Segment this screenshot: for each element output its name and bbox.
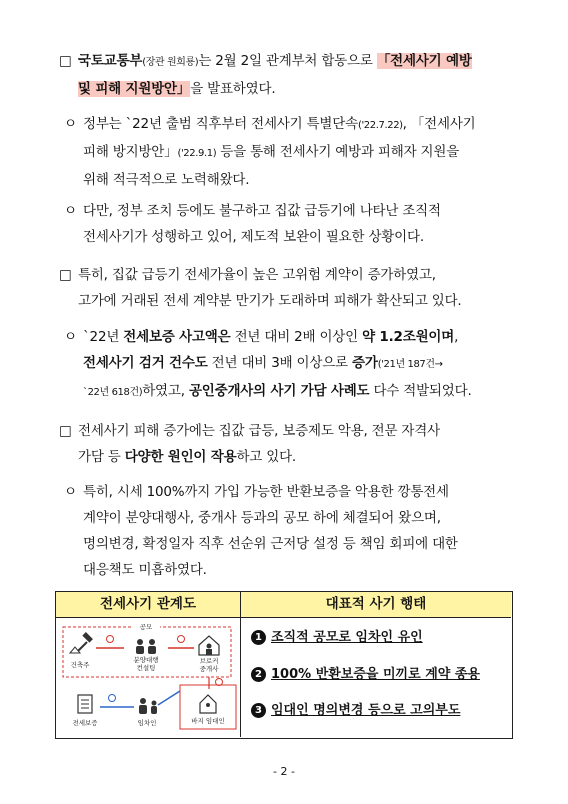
para-empty-jeonse: ㅇ 특히, 시세 100%까지 가입 가능한 반환보증을 악용한 깡통전세 계약이 분양대행사, 중개사 등과의 공모 하에 체결되어 왔으며, 명의변경, 확정일자 직후 선순위 근저당 설정 등 책임 회피에 대한 대응책도 미흡하였다.	[83, 479, 458, 583]
broker-label-2: 중개사	[199, 665, 219, 673]
fraud-figure-box	[55, 591, 513, 739]
plan-title-highlight-cont: 및 피해 지원방안」	[78, 81, 191, 97]
para-announcement: □ 국토교통부(장관 원희룡)는 2월 2일 관계부처 합동으로 「전세사기 예방 및 피해 지원방안」을 발표하였다.	[78, 48, 472, 102]
broker-label-1: 브로커	[199, 657, 219, 665]
org-name: 국토교통부	[78, 53, 143, 69]
square-bullet: □	[59, 53, 72, 69]
tenant-people-icon	[139, 698, 157, 714]
guarantee-label: 전세보증	[72, 719, 98, 727]
conspiracy-label: 공모	[139, 623, 153, 631]
house-icon	[199, 636, 219, 655]
document-icon	[78, 695, 92, 713]
straw-landlord-label: 바지 임대인	[191, 717, 225, 725]
number-badge: 3	[251, 703, 266, 718]
para-government-efforts: ㅇ 정부는 `22년 출범 직후부터 전세사기 특별단속('22.7.22), 「전세사기 피해 방지방안」('22.9.1) 등을 통해 전세사기 예방과 피해자 지원을 위해 적극적으로 노력해왔다.	[83, 111, 476, 193]
para-institutional-gap: ㅇ 다만, 정부 조치 등에도 불구하고 집값 급등기에 나타난 조직적 전세사기가 성행하고 있어, 제도적 보완이 필요한 상황이다.	[83, 198, 441, 250]
fraud-relationship-diagram	[56, 617, 240, 737]
square-bullet: □	[59, 267, 72, 283]
relationship-title: 전세사기 관계도	[56, 592, 240, 618]
fraud-types-title: 대표적 사기 행태	[241, 592, 511, 618]
agency-label-2: 컨설팅	[136, 664, 156, 672]
para-statistics: ㅇ `22년 전세보증 사고액은 전년 대비 2배 이상인 약 1.2조원이며, 전세사기 검거 건수도 전년 대비 3배 이상으로 증가('21년 187건→ `22년 618건)하였고, 공인중개사의 사기 가담 사례도 다수 적발되었다.	[83, 324, 472, 406]
para-causes: □ 전세사기 피해 증가에는 집값 급등, 보증제도 악용, 전문 자격사 가담 등 다양한 원인이 작용하고 있다.	[78, 418, 440, 470]
landlord-house-icon	[200, 695, 216, 713]
tenant-label: 임차인	[137, 719, 157, 727]
circle-bullet: ㅇ	[64, 116, 77, 132]
fraud-type-item: 2 100% 반환보증을 미끼로 계약 종용	[251, 665, 480, 685]
agency-label-1: 분양대행	[133, 656, 159, 664]
builder-label: 건축주	[70, 661, 90, 669]
circle-bullet: ㅇ	[64, 329, 77, 345]
para-high-risk-contracts: □ 특히, 집값 급등기 전세가율이 높은 고위험 계약이 증가하였고, 고가에 거래된 전세 계약분 만기가 도래하며 피해가 확산되고 있다.	[78, 262, 462, 314]
people-icon	[136, 639, 156, 654]
fraud-type-item: 1 조직적 공모로 임차인 유인	[251, 628, 423, 648]
relationship-panel	[56, 592, 241, 737]
circle-bullet: ㅇ	[64, 203, 77, 219]
number-badge: 1	[251, 630, 266, 645]
circle-bullet: ㅇ	[64, 484, 77, 500]
fraud-types-panel	[241, 592, 511, 737]
square-bullet: □	[59, 423, 72, 439]
page-number: - 2 -	[273, 765, 295, 778]
plan-title-highlight: 「전세사기 예방	[376, 53, 472, 69]
fraud-type-item: 3 임대인 명의변경 등으로 고의부도	[251, 701, 460, 721]
number-badge: 2	[251, 667, 266, 682]
hammer-icon	[70, 632, 93, 653]
